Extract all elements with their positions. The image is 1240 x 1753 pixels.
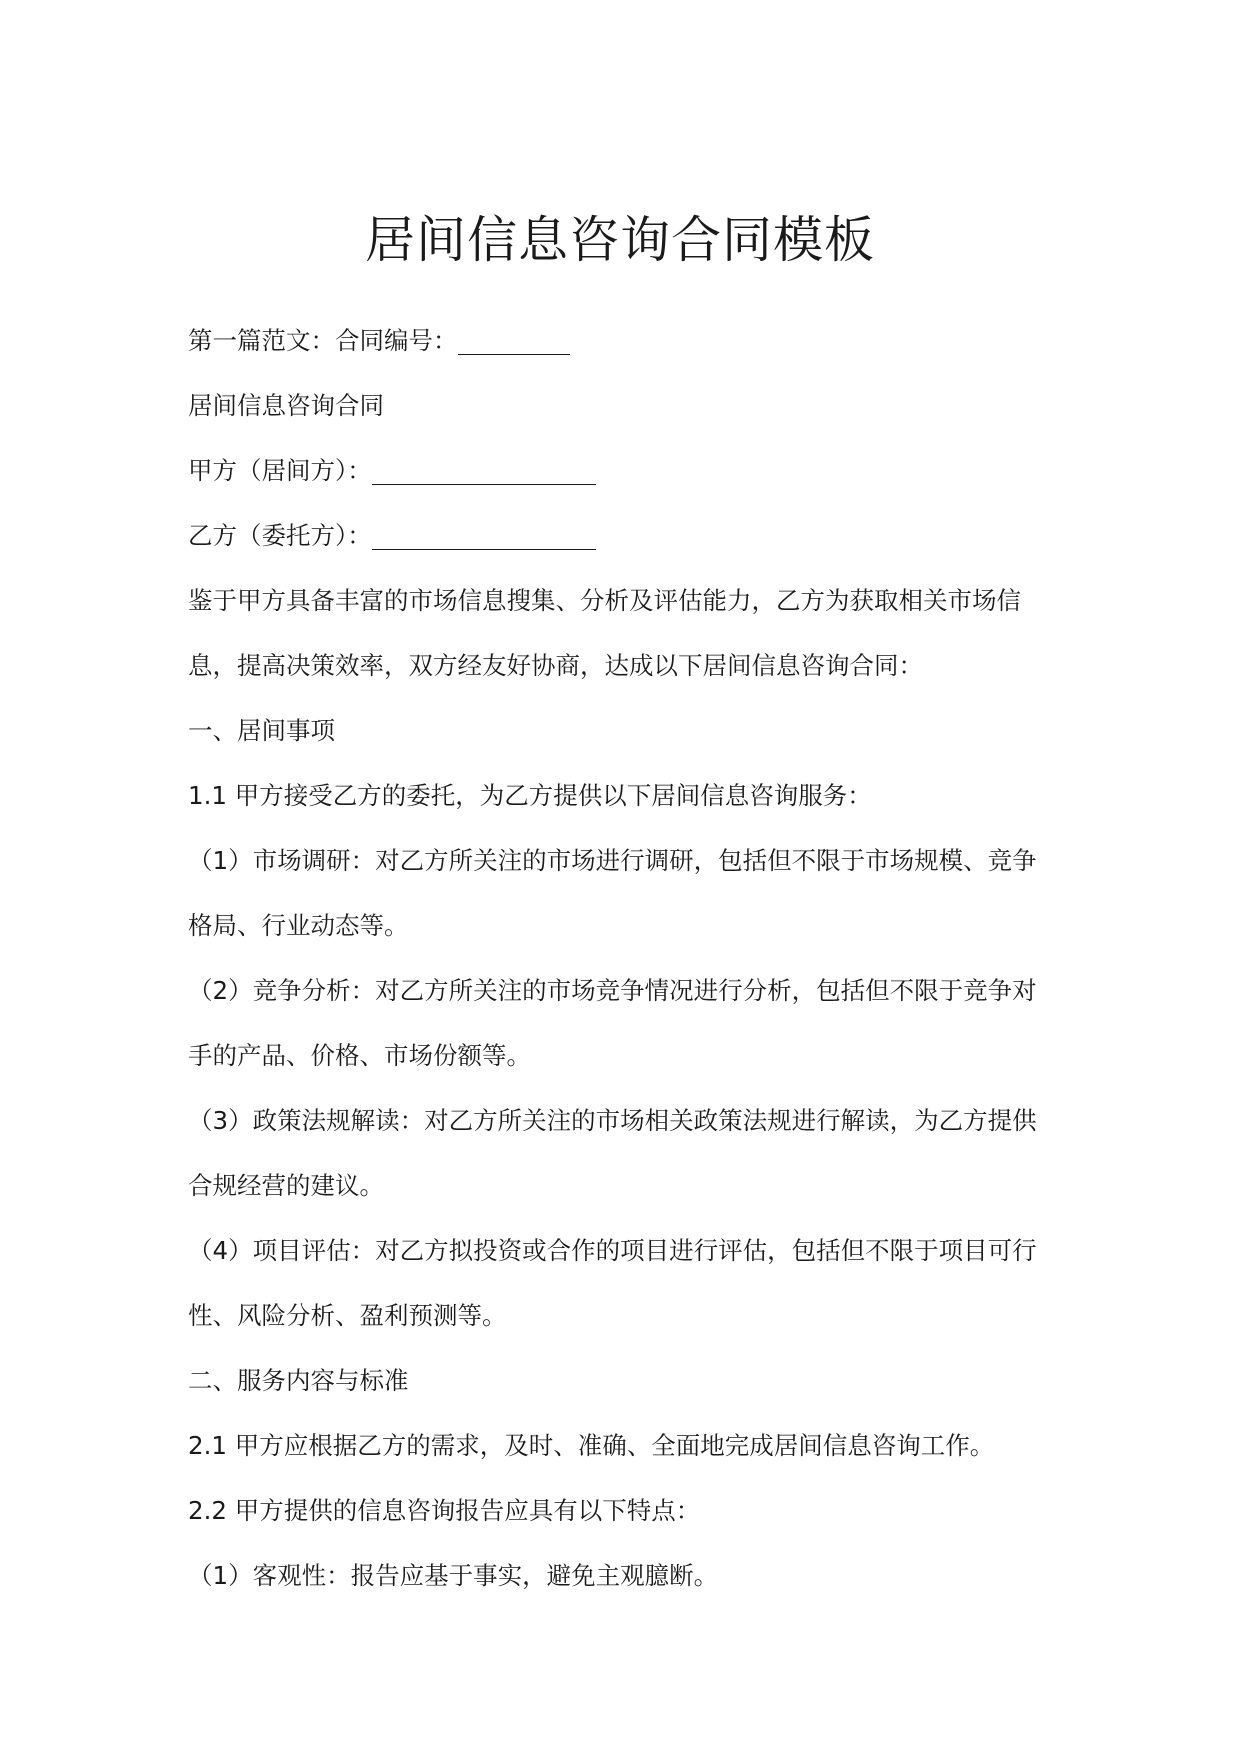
party-a-line xyxy=(188,438,1068,503)
party-b-label: 乙方（委托方）： xyxy=(188,521,372,550)
document-body xyxy=(188,308,1068,1608)
clause-1-1: 1.1 甲方接受乙方的委托，为乙方提供以下居间信息咨询服务： xyxy=(188,781,872,810)
item-1-line-1: （1）市场调研：对乙方所关注的市场进行调研，包括但不限于市场规模、竞争 xyxy=(188,846,1037,875)
feature-1-line: （1）客观性：报告应基于事实，避免主观臆断。 xyxy=(188,1561,719,1590)
section-2-heading: 二、服务内容与标准 xyxy=(188,1366,409,1395)
item-1-line-2: 格局、行业动态等。 xyxy=(188,911,409,940)
contract-number-label: 第一篇范文：合同编号： xyxy=(188,326,458,355)
preamble-line-2: 息，提高决策效率，双方经友好协商，达成以下居间信息咨询合同： xyxy=(188,651,923,680)
preamble-line-1: 鉴于甲方具备丰富的市场信息搜集、分析及评估能力，乙方为获取相关市场信 xyxy=(188,586,1021,615)
party-b-line xyxy=(188,503,1068,568)
item-2-line-2: 手的产品、价格、市场份额等。 xyxy=(188,1041,531,1070)
clause-2-2: 2.2 甲方提供的信息咨询报告应具有以下特点： xyxy=(188,1496,701,1525)
item-3-line-2: 合规经营的建议。 xyxy=(188,1171,384,1200)
item-4-line-2: 性、风险分析、盈利预测等。 xyxy=(188,1301,507,1330)
contract-number-line xyxy=(188,308,1068,373)
item-4-line-1: （4）项目评估：对乙方拟投资或合作的项目进行评估，包括但不限于项目可行 xyxy=(188,1236,1037,1265)
item-2-line-1: （2）竞争分析：对乙方所关注的市场竞争情况进行分析，包括但不限于竞争对 xyxy=(188,976,1037,1005)
party-a-blank xyxy=(372,454,596,485)
party-a-label: 甲方（居间方）： xyxy=(188,456,372,485)
contract-number-blank xyxy=(458,324,570,355)
party-b-blank xyxy=(372,519,596,550)
document-title: 居间信息咨询合同模板 xyxy=(365,211,875,269)
clause-2-1: 2.1 甲方应根据乙方的需求，及时、准确、全面地完成居间信息咨询工作。 xyxy=(188,1431,995,1460)
contract-subtitle: 居间信息咨询合同 xyxy=(188,391,384,420)
section-1-heading: 一、居间事项 xyxy=(188,716,335,745)
item-3-line-1: （3）政策法规解读：对乙方所关注的市场相关政策法规进行解读，为乙方提供 xyxy=(188,1106,1037,1135)
